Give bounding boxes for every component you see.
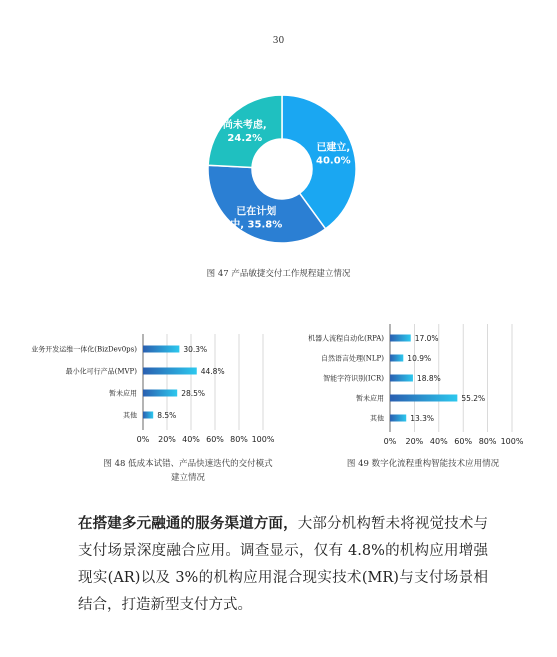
- x-tick-label: 60%: [454, 437, 473, 446]
- bar-1: [390, 355, 403, 362]
- bar-3: [390, 395, 457, 402]
- bar-chart-figure-48: [0, 320, 280, 450]
- figure-47-caption: 图 47 产品敏捷交付工作规程建立情况: [206, 269, 351, 279]
- bar-3: [143, 412, 153, 419]
- bar-category-label-1: 最小化可行产品(MVP): [65, 367, 137, 376]
- bar-chart-figure-49: [282, 320, 557, 450]
- bar-category-label-2: 智能字符识别(ICR): [323, 374, 384, 383]
- bar-value-label-2: 28.5%: [181, 389, 206, 398]
- donut-label-0-line-2: 40.0%: [316, 155, 351, 167]
- bar-value-label-4: 13.3%: [410, 414, 435, 423]
- figure-48-caption-line-1: 图 48 低成本试错、产品快速迭代的交付模式: [103, 459, 273, 469]
- bar-category-label-0: 业务开发运维一体化(BizDev0ps): [31, 345, 137, 354]
- body-paragraph: [78, 510, 488, 619]
- x-tick-label: 20%: [158, 435, 176, 444]
- donut-label-0-line-1: 已建立,: [316, 142, 351, 154]
- x-tick-label: 100%: [500, 437, 524, 446]
- bar-category-label-3: 其他: [123, 411, 137, 420]
- bar-value-label-0: 17.0%: [414, 334, 439, 343]
- bar-category-label-3: 暂未应用: [356, 394, 384, 403]
- bar-0: [390, 335, 411, 342]
- bar-4: [390, 415, 406, 422]
- bar-2: [143, 390, 177, 397]
- donut-chart-figure-47: [205, 92, 359, 246]
- figure-48-caption-line-2: 建立情况: [170, 473, 205, 483]
- donut-label-2-line-1: 尚未考虑,: [222, 119, 267, 131]
- bar-category-label-4: 其他: [370, 414, 384, 423]
- bar-category-label-2: 暂未应用: [109, 389, 137, 398]
- bar-2: [390, 375, 413, 382]
- donut-slice-2: [208, 95, 282, 167]
- figure-49-caption: 图 49 数字化流程重构智能技术应用情况: [346, 459, 500, 469]
- paragraph-lead: 在搭建多元融通的服务渠道方面，: [78, 515, 298, 532]
- x-tick-label: 40%: [182, 435, 200, 444]
- x-tick-label: 100%: [251, 435, 275, 444]
- x-tick-label: 80%: [230, 435, 248, 444]
- figure-48-caption: [80, 457, 296, 485]
- x-tick-label: 80%: [478, 437, 497, 446]
- x-tick-label: 60%: [206, 435, 224, 444]
- paragraph-text: 大部分机构暂未将视觉技术与支付场景深度融合应用。调查显示，仅有 4.8%的机构应用增强现实(AR)以及 3%的机构应用混合现实技术(MR)与支付场景相结合，打造新型支付方式。: [78, 516, 489, 613]
- bar-value-label-1: 10.9%: [407, 354, 432, 363]
- bar-value-label-3: 8.5%: [157, 411, 177, 420]
- bar-value-label-3: 55.2%: [461, 394, 486, 403]
- page-number: 30: [272, 36, 285, 46]
- donut-label-1-line-1: 已在计划: [236, 206, 277, 218]
- donut-label-1-line-2: 中, 35.8%: [230, 219, 283, 231]
- x-tick-label: 40%: [429, 437, 448, 446]
- bar-1: [143, 368, 197, 375]
- bar-value-label-2: 18.8%: [416, 374, 441, 383]
- bar-category-label-1: 自然语言处理(NLP): [321, 354, 384, 363]
- x-tick-label: 0%: [383, 437, 397, 446]
- donut-label-2-line-2: 24.2%: [227, 132, 263, 144]
- x-tick-label: 0%: [136, 435, 150, 444]
- bar-value-label-1: 44.8%: [200, 367, 225, 376]
- bar-0: [143, 346, 179, 353]
- donut-slice-1: [208, 165, 325, 243]
- x-tick-label: 20%: [405, 437, 424, 446]
- bar-value-label-0: 30.3%: [183, 345, 208, 354]
- bar-category-label-0: 机器人流程自动化(RPA): [308, 334, 384, 343]
